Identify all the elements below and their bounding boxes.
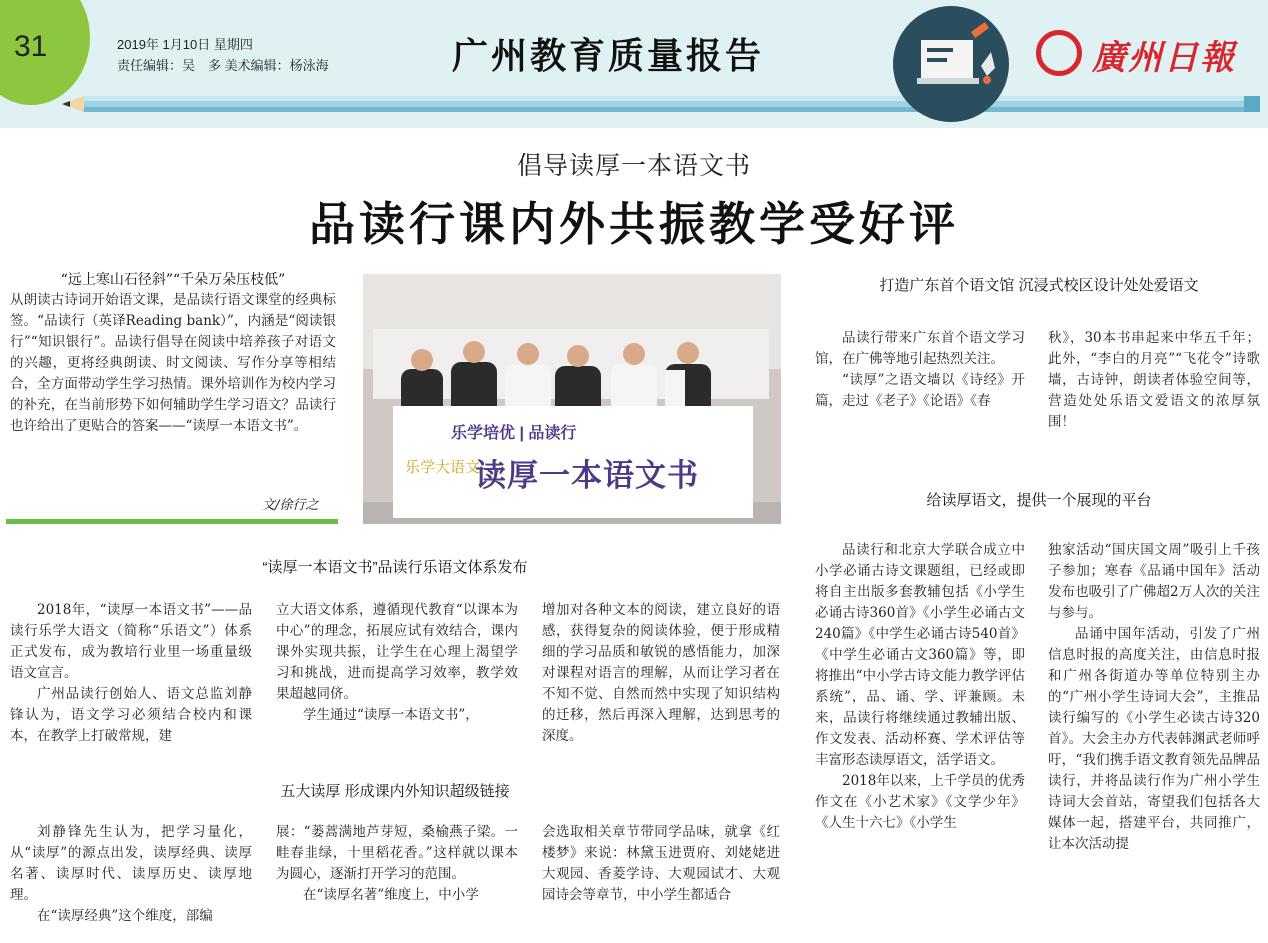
paragraph: 独家活动“国庆国文周”吸引上千孩子参加；寒春《品诵中国年》活动发布也吸引了广佛超2万人次的关注与参与。: [1048, 542, 1260, 621]
byline: 文/徐行之: [262, 498, 319, 513]
article-headline: 品读行课内外共振教学受好评: [309, 197, 959, 251]
article-kicker: 倡导读厚一本语文书: [516, 151, 751, 180]
paragraph: 2018年，“读厚一本语文书”——品读行乐学大语文（简称“乐语文”）体系正式发布，成为教培行业里一场重量级语文宣言。: [10, 602, 252, 681]
paragraph: 刘静锋先生认为，把学习量化，从“读厚”的源点出发，读厚经典、读厚名著、读厚时代、读厚历史、读厚地理。: [10, 824, 252, 903]
banner-side-text: 乐学大语文: [405, 458, 481, 476]
paragraph: 2018年以来，上千学员的优秀作文在《小艺术家》《文学少年》《人生十六七》《小学生: [815, 773, 1025, 831]
section1-column-1: [10, 600, 252, 747]
section2-column-1: [10, 822, 252, 927]
issue-date: 2019年 1月10日 星期四: [117, 37, 253, 52]
intro-divider: [6, 519, 338, 524]
section3-column-2: [1048, 328, 1260, 433]
paragraph: 学生通过“读厚一本语文书”，: [303, 707, 479, 723]
section4-column-2: [1048, 540, 1260, 855]
subhead-system-release: “读厚一本语文书”品读行乐语文体系发布: [262, 559, 528, 576]
section3-column-1: [815, 328, 1025, 412]
banner-slogan: 读厚一本语文书: [475, 458, 699, 494]
section1-column-3: [542, 600, 780, 747]
intro-paragraph: 从朗读古诗词开始语文课，是品读行语文课堂的经典标签。“品读行（英译Reading bank）”，内涵是“阅读银行”“知识银行”。品读行倡导在阅读中培养孩子对语文的兴趣，更将经典朗读、时文阅读、写作分享等相结合，全方面带动学生学习热情。课外培训作为校内学习的补充，在当前形势下如何辅助学生学习语文？品读行也许给出了更贴合的答案——“读厚一本语文书”。: [10, 292, 336, 434]
subhead-language-hall: 打造广东首个语文馆 沉浸式校区设计处处爱语文: [879, 277, 1199, 294]
section2-column-2: [276, 822, 518, 906]
paragraph: 在“读厚经典”这个维度，部编: [37, 908, 213, 924]
banner-brand: 乐学培优 | 品读行: [451, 425, 577, 442]
paragraph: 在“读厚名著”维度上，中小学: [303, 887, 479, 903]
newspaper-logo-icon: [1036, 30, 1082, 76]
section1-column-2: [276, 600, 518, 726]
paragraph: 立大语文体系，遵循现代教育“以课本为中心”的理念，拓展应试有效结合，课内课外实现共振，让学生在心理上渴望学习和挑战，进而提高学习效率，教学效果超越同侪。: [276, 602, 518, 702]
intro-poem-line: “远上寒山石径斜”“千朵万朵压枝低”: [60, 272, 286, 288]
paragraph: 品诵中国年活动，引发了广州信息时报的高度关注，由信息时报和广州各街道办等单位特别主办的“广州小学生诗词大会”，主推品读行编写的《小学生必读古诗320首》。大会主办方代表韩渊武老师呼吁，“我们携手语文教育领先品牌品读行，并将品读行作为广州小学生诗词大会首站，寄望我们包括各大媒体一起，搭建平台，共同推广，让本次活动提: [1048, 626, 1260, 852]
subhead-platform: 给读厚语文，提供一个展现的平台: [926, 492, 1152, 509]
paragraph: 增加对各种文本的阅读，建立良好的语感，获得复杂的阅读体验，便于形成精细的学习品质和敏锐的感悟能力，加深对课程对语言的理解，从而让学习者在不知不觉、自然而然中实现了知识结构的迁移，然后再深入理解，达到思考的深度。: [542, 602, 780, 744]
pencil-divider-icon: [62, 94, 1262, 114]
page-number: 31: [14, 30, 48, 63]
education-illustration-icon: [893, 6, 1009, 122]
subhead-five-readings: 五大读厚 形成课内外知识超级链接: [280, 783, 510, 800]
section4-column-1: [815, 540, 1025, 834]
paragraph: 秋》，30本书串起来中华五千年；此外，“李白的月亮”“飞花令”诗歌墙，古诗钟，朗读者体验空间等，营造处处乐语文爱语文的浓厚氛围！: [1048, 330, 1260, 430]
section-title: 广州教育质量报告: [452, 35, 765, 77]
section2-column-3: [542, 822, 780, 906]
newspaper-name: 廣州日報: [1092, 38, 1236, 78]
paragraph: 会选取相关章节带同学品味，就拿《红楼梦》来说：林黛玉进贾府、刘姥姥进大观园、香菱学诗、大观园试才、大观园诗会等章节，中小学生都适合: [542, 824, 780, 903]
paragraph: 品读行和北京大学联合成立中小学必诵古诗文课题组，已经或即将自主出版多套教辅包括《小学生必诵古诗360首》《小学生必诵古文240篇》《中学生必诵古诗540首》《中学生必诵古文360篇》等，即将推出“中小学古诗文能力教学评估系统”，品、诵、学、评兼顾。未来，品读行将继续通过教辅出版、作文发表、活动杯赛、学术评估等丰富形态读厚语文，活学语文。: [815, 542, 1025, 768]
event-photo: [363, 274, 781, 524]
editors-credit: 责任编辑：吴 多 美术编辑：杨泳海: [117, 58, 329, 73]
paragraph: “读厚”之语文墙以《诗经》开篇，走过《老子》《论语》《春: [815, 372, 1025, 409]
paragraph: 展：“蒌蒿满地芦芽短，桑榆燕子梁。一畦春韭绿，十里稻花香。”这样就以课本为圆心，逐渐打开学习的范围。: [276, 824, 518, 882]
paragraph: 广州品读行创始人、语文总监刘静锋认为，语文学习必须结合校内和课本，在教学上打破常规，建: [10, 686, 252, 744]
paragraph: 品读行带来广东首个语文学习馆，在广佛等地引起热烈关注。: [815, 330, 1025, 367]
